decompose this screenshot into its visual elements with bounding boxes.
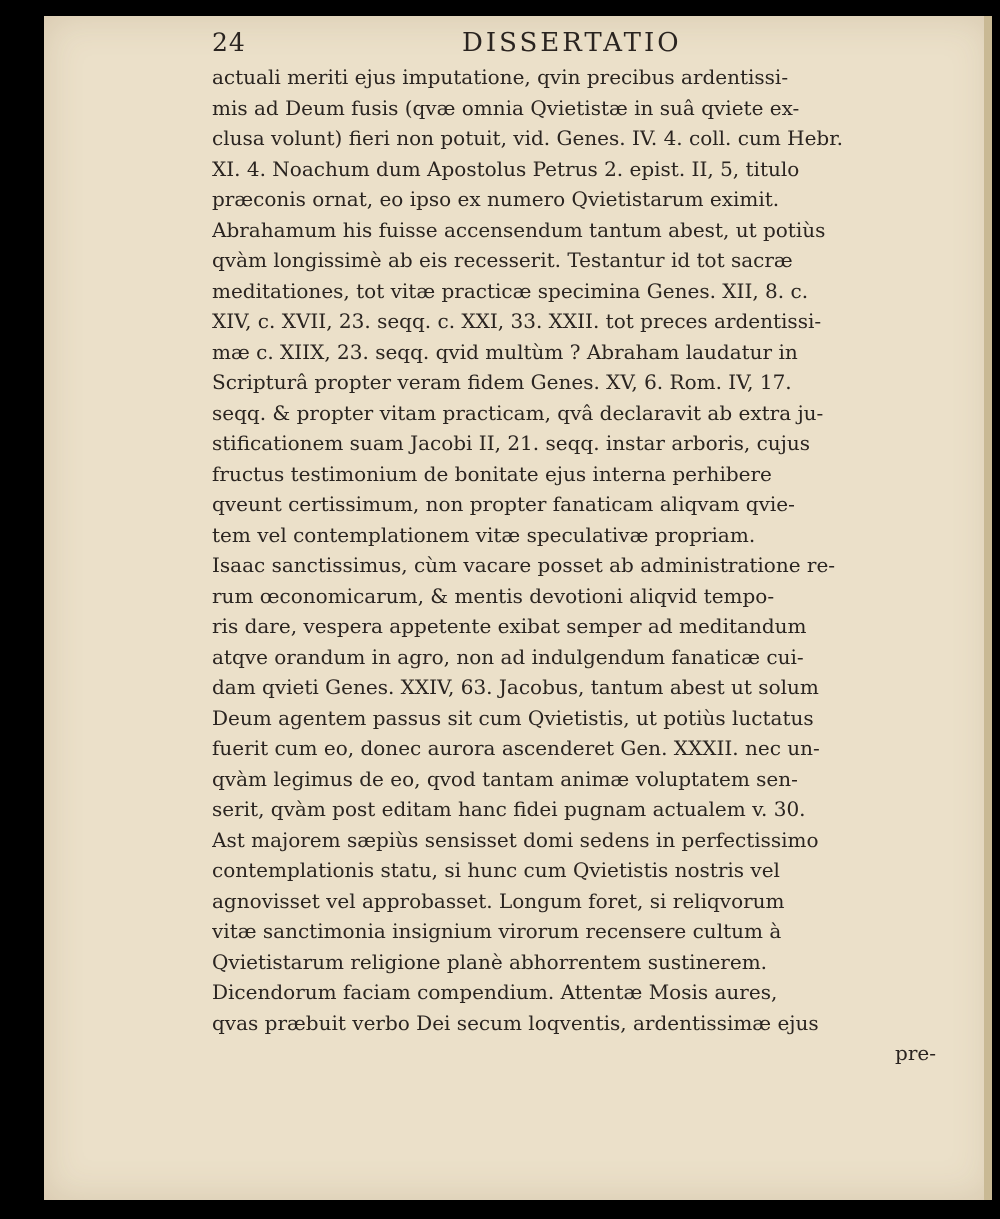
text-line: XIV, c. XVII, 23. seqq. c. XXI, 33. XXII. tot preces ardentissi- — [212, 309, 822, 333]
text-line: serit, qvàm post editam hanc fidei pugnam actualem v. 30. — [212, 797, 806, 821]
text-line: qveunt certissimum, non propter fanaticam aliqvam qvie- — [212, 492, 795, 516]
text-line: contemplationis statu, si hunc cum Qvietistis nostris vel — [212, 858, 780, 882]
text-line: clusa volunt) fieri non potuit, vid. Genes. IV. 4. coll. cum Hebr. — [212, 126, 843, 150]
text-line: qvas præbuit verbo Dei secum loqventis, ardentissimæ ejus — [212, 1010, 819, 1035]
catchword: pre- — [895, 1041, 936, 1065]
text-line: qvàm longissimè ab eis recesserit. Testantur id tot sacræ — [212, 248, 793, 272]
text-line: Deum agentem passus sit cum Qvietistis, ut potiùs luctatus — [212, 705, 814, 730]
text-line: dam qvieti Genes. XXIV, 63. Jacobus, tantum abest ut solum — [212, 675, 819, 699]
page-number: 24 — [212, 28, 246, 57]
text-line: qvàm legimus de eo, qvod tantam animæ voluptatem sen- — [212, 766, 798, 791]
text-line: rum œconomicarum, & mentis devotioni aliqvid tempo- — [212, 583, 775, 608]
text-line: tem vel contemplationem vitæ speculativæ propriam. — [212, 522, 756, 547]
text-line: Ast majorem sæpiùs sensisset domi sedens in perfectissimo — [212, 827, 819, 852]
text-line: meditationes, tot vitæ practicæ specimina Genes. XII, 8. c. — [212, 278, 809, 303]
text-line: vitæ sanctimonia insignium virorum recensere cultum à — [212, 919, 782, 943]
page-edge — [984, 16, 992, 1200]
text-line: mis ad Deum fusis (qvæ omnia Qvietistæ in suâ qviete ex- — [212, 95, 800, 120]
text-line: Scripturâ propter veram fidem Genes. XV, 6. Rom. IV, 17. — [212, 370, 792, 394]
text-line: XI. 4. Noachum dum Apostolus Petrus 2. epist. II, 5, titulo — [212, 156, 800, 181]
text-line: præconis ornat, eo ipso ex numero Qvietistarum eximit. — [212, 187, 780, 211]
text-line: Qvietistarum religione planè abhorrentem sustinerem. — [212, 949, 768, 974]
text-line: Abrahamum his fuisse accensendum tantum abest, ut potiùs — [212, 217, 826, 242]
text-line: atqve orandum in agro, non ad indulgendum fanaticæ cui- — [212, 644, 804, 669]
text-line: seqq. & propter vitam practicam, qvâ declaravit ab extra ju- — [212, 400, 824, 425]
text-line: fuerit cum eo, donec aurora ascenderet Gen. XXXII. nec un- — [212, 736, 820, 760]
text-line: fructus testimonium de bonitate ejus interna perhibere — [212, 461, 772, 486]
text-line: mæ c. XIIX, 23. seqq. qvid multùm ? Abraham laudatur in — [212, 339, 798, 364]
text-line: ris dare, vespera appetente exibat semper ad meditandum — [212, 614, 807, 638]
text-line: Dicendorum faciam compendium. Attentæ Mosis aures, — [212, 980, 778, 1004]
text-line: Isaac sanctissimus, cùm vacare posset ab administratione re- — [212, 553, 836, 577]
text-line: agnovisset vel approbasset. Longum foret, si reliqvorum — [212, 888, 785, 913]
text-line: actuali meriti ejus imputatione, qvin precibus ardentissi- — [212, 65, 789, 89]
text-line: stificationem suam Jacobi II, 21. seqq. instar arboris, cujus — [212, 431, 811, 455]
body-text — [212, 62, 938, 1069]
running-title: DISSERTATIO — [462, 28, 682, 58]
